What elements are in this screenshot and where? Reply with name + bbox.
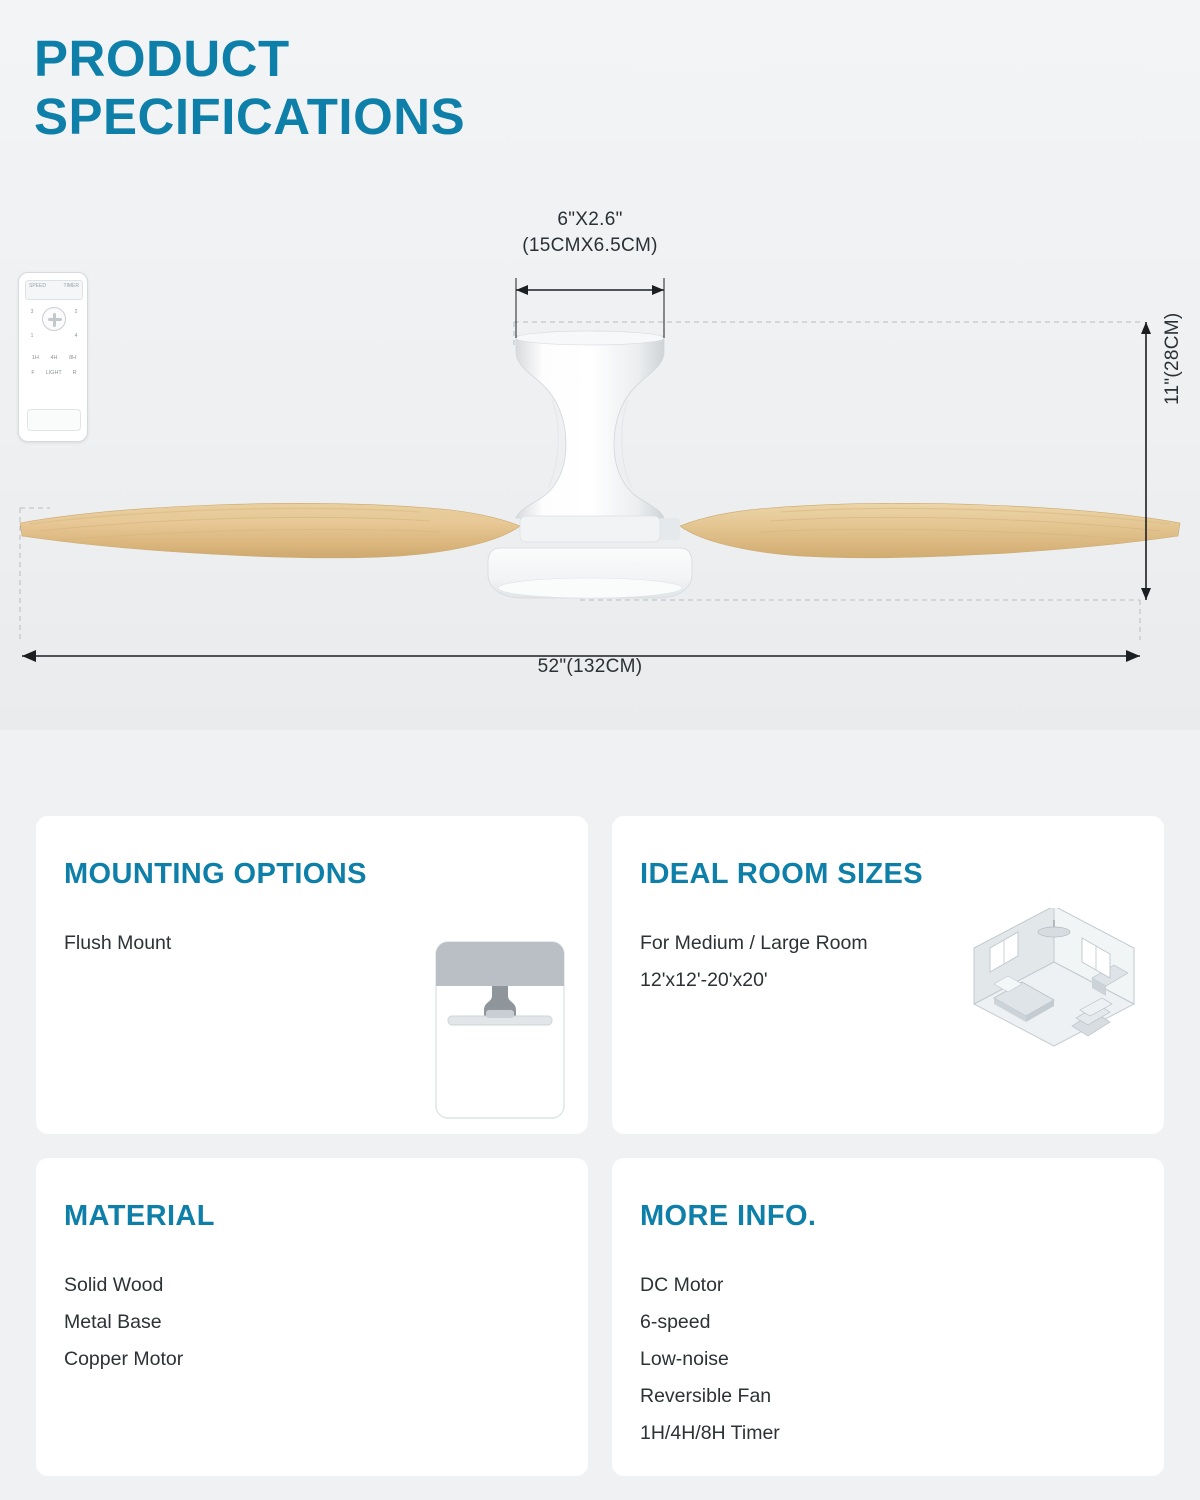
remote-light-key: LIGHT (45, 370, 62, 376)
remote-key-2: 2 (74, 309, 78, 315)
remote-reverse-key: R (72, 370, 77, 376)
motor-dimension-label (470, 207, 710, 258)
remote-key-3: 3 (30, 309, 34, 315)
room-line-2: 12'x12'-20'x20' (640, 969, 768, 992)
card-title-material: MATERIAL (64, 1200, 215, 1232)
room-line-1: For Medium / Large Room (640, 932, 868, 954)
material-line-1: Solid Wood (64, 1274, 164, 1296)
remote-key-1: 1 (30, 333, 34, 339)
remote-timer-8h: 8H (69, 355, 77, 361)
remote-timer-1h: 1H (31, 355, 39, 361)
remote-forward-key: F (31, 370, 35, 376)
height-dimension-label: 11"(28CM) (1162, 312, 1183, 405)
more-info-line-3: Low-noise (640, 1348, 729, 1371)
card-title-room-sizes: IDEAL ROOM SIZES (640, 858, 924, 890)
room-isometric-icon (964, 908, 1144, 1058)
card-more-info (612, 1158, 1164, 1476)
motor-dimension-cm: (15CMX6.5CM) (522, 234, 658, 256)
more-info-line-2: 6-speed (640, 1311, 711, 1334)
page-title-line1: PRODUCT (34, 30, 290, 87)
spec-cards-grid (36, 816, 1164, 1476)
card-title-mounting: MOUNTING OPTIONS (64, 858, 367, 890)
card-ideal-room-sizes (612, 816, 1164, 1134)
more-info-line-5: 1H/4H/8H Timer (640, 1422, 780, 1445)
width-dimension-label: 52"(132CM) (537, 656, 643, 677)
remote-display-right: TIMER (63, 283, 79, 289)
card-material (36, 1158, 588, 1476)
card-lines-material (64, 1267, 588, 1378)
remote-timer-4h: 4H (50, 355, 58, 361)
remote-display-left: SPEED (29, 283, 46, 289)
page-title-line2: SPECIFICATIONS (34, 88, 466, 146)
specs-section (0, 730, 1200, 1500)
card-title-more-info: MORE INFO. (640, 1200, 817, 1232)
material-line-2: Metal Base (64, 1311, 162, 1334)
more-info-line-1: DC Motor (640, 1274, 724, 1296)
flush-mount-diagram-icon (434, 940, 566, 1120)
hero-section (0, 0, 1200, 730)
motor-dimension-inches: 6"X2.6" (557, 209, 623, 230)
more-info-line-4: Reversible Fan (640, 1385, 772, 1408)
remote-key-4: 4 (74, 333, 78, 339)
material-line-3: Copper Motor (64, 1348, 184, 1371)
mounting-line-1: Flush Mount (64, 932, 172, 954)
card-mounting-options (36, 816, 588, 1134)
card-lines-more-info (640, 1267, 1164, 1452)
ceiling-fan-diagram (0, 0, 1200, 730)
